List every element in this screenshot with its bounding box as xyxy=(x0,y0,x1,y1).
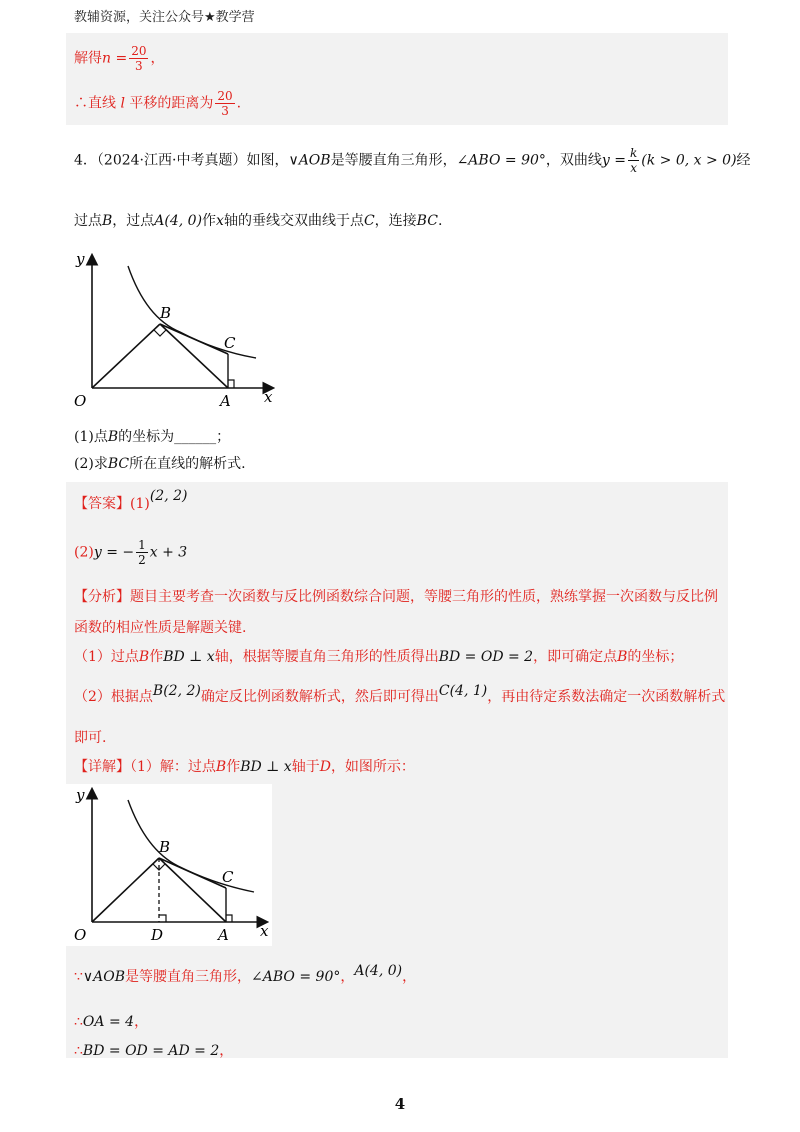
answer-part-2: (2)y = − $\frac{1}{2}$ x + 3 xyxy=(74,538,188,567)
fig1-label-y: y xyxy=(76,250,85,268)
analysis-line-1: 【分析】题目主要考查一次函数与反比例函数综合问题，等腰三角形的性质，熟练掌握一次函数与反比例 xyxy=(74,589,718,605)
fig1-label-x: x xyxy=(264,388,273,406)
fig2-label-B: B xyxy=(159,838,171,856)
fig2-label-O: O xyxy=(74,926,87,944)
detail-step-1: ∵∨AOB是等腰直角三角形，∠ABO = 90°，A(4, 0)， xyxy=(74,963,417,985)
detail-line-1: 【详解】（1）解：过点B作BD ⊥ x轴于D，如图所示： xyxy=(74,759,415,775)
fig2-label-x: x xyxy=(260,922,269,940)
problem-line-2: 过点B，过点A(4, 0)作x轴的垂线交双曲线于点C，连接BC. xyxy=(74,213,443,229)
fig1-label-O: O xyxy=(74,392,87,410)
question-1: (1)点B的坐标为______； xyxy=(74,429,231,445)
figure-1 xyxy=(66,248,286,416)
problem-line-1: 4．（2024·江西·中考真题）如图，∨AOB是等腰直角三角形，∠ABO = 90°，双曲线y = $\frac{k}{x}$ (k > 0, x > 0)经 xyxy=(74,146,751,175)
prev-line-1: 解得n = $\frac{20}{3}$ ， xyxy=(74,44,165,73)
fig2-label-A: A xyxy=(218,926,229,944)
fig1-label-A: A xyxy=(220,392,231,410)
fig2-label-y: y xyxy=(76,786,85,804)
detail-step-2: ∴OA = 4， xyxy=(74,1014,149,1030)
fig1-label-B: B xyxy=(160,304,172,322)
question-2: (2)求BC所在直线的解析式. xyxy=(74,456,246,472)
fig2-label-D: D xyxy=(151,926,164,944)
page-number: 4 xyxy=(394,1095,406,1113)
fig1-label-C: C xyxy=(224,334,236,352)
detail-step-3: ∴BD = OD = AD = 2， xyxy=(74,1043,234,1059)
analysis-line-3: （1）过点B作BD ⊥ x轴，根据等腰直角三角形的性质得出BD = OD = 2，即可确定点B的坐标； xyxy=(74,649,684,665)
analysis-line-2: 函数的相应性质是解题关键. xyxy=(74,620,247,636)
prev-line-2: ∴直线 l 平移的距离为 $\frac{20}{3}$ . xyxy=(74,89,242,118)
analysis-line-5: 即可. xyxy=(74,730,107,746)
analysis-line-4: （2）根据点B(2, 2)确定反比例函数解析式，然后即可得出C(4, 1)，再由待定系数法确定一次函数解析式 xyxy=(74,683,726,705)
answer-part-1: 【答案】(1)(2, 2) xyxy=(74,488,188,512)
figure-2 xyxy=(66,784,272,946)
page-header: 教辅资源，关注公众号★教学营 xyxy=(74,10,255,25)
fig2-label-C: C xyxy=(222,868,234,886)
